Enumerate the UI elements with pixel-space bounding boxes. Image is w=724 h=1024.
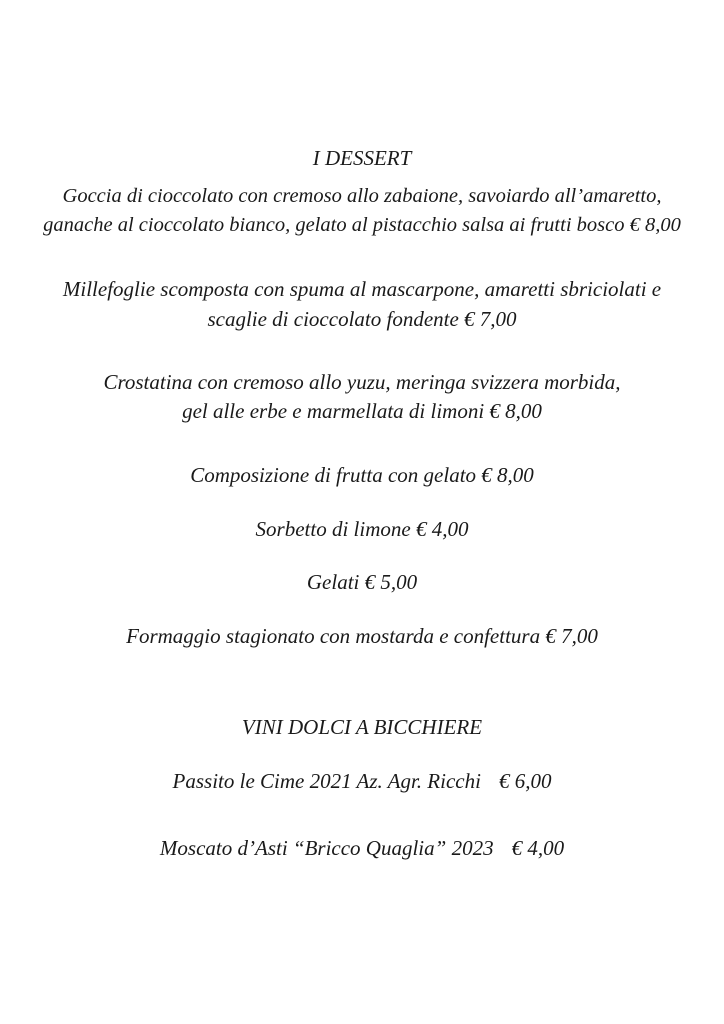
wine-item-2-name: Moscato d’Asti “Bricco Quaglia” 2023	[159, 836, 494, 860]
dessert-item-5: Sorbetto di limone € 4,00	[255, 517, 469, 541]
dessert-item-3-line-2: gel alle erbe e marmellata di limoni € 8,00	[182, 399, 542, 423]
dessert-item-1-line-1: Goccia di cioccolato con cremoso allo zabaione, savoiardo all’amaretto,	[62, 185, 662, 207]
wines-title: VINI DOLCI A BICCHIERE	[241, 715, 483, 739]
dessert-item-7: Formaggio stagionato con mostarda e confettura € 7,00	[126, 624, 598, 648]
dessert-item-1-line-2: ganache al cioccolato bianco, gelato al pistacchio salsa ai frutti bosco € 8,00	[43, 214, 681, 236]
wine-item-1	[0, 767, 724, 796]
dessert-item-2-line-1: Millefoglie scomposta con spuma al mascarpone, amaretti sbriciolati e	[62, 277, 662, 301]
dessert-item-4: Composizione di frutta con gelato € 8,00	[190, 463, 534, 487]
wine-item-1-price: € 6,00	[498, 769, 552, 793]
dessert-item-6: Gelati € 5,00	[306, 570, 418, 594]
desserts-title: I DESSERT	[312, 146, 412, 170]
wine-item-2	[0, 834, 724, 863]
wine-item-2-price: € 4,00	[511, 836, 565, 860]
wine-item-1-name: Passito le Cime 2021 Az. Agr. Ricchi	[172, 769, 481, 793]
dessert-item-2-line-2: scaglie di cioccolato fondente € 7,00	[207, 307, 517, 331]
dessert-item-3-line-1: Crostatina con cremoso allo yuzu, meringa svizzera morbida,	[103, 370, 621, 394]
